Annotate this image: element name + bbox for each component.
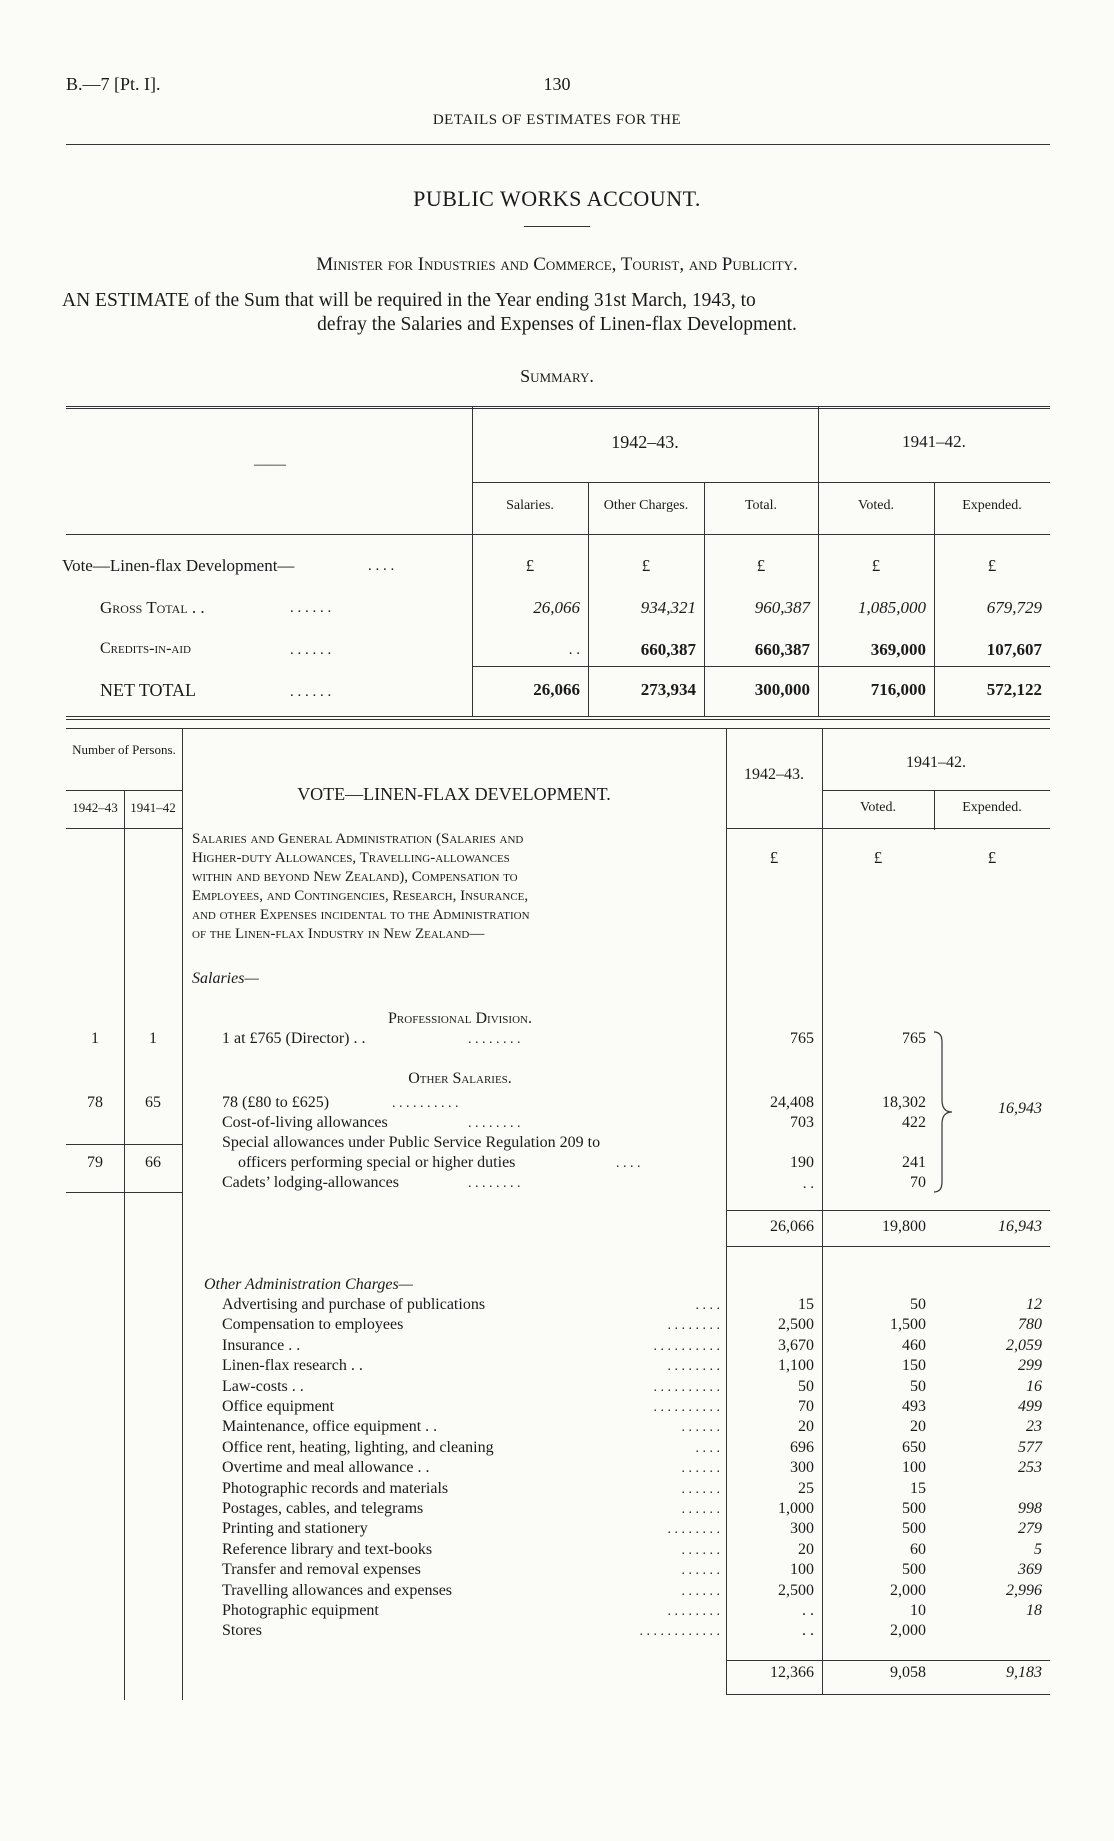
summary-gross-voted: 1,085,000 [858, 598, 926, 617]
charge-voted: 50 [910, 1296, 926, 1313]
salary-label: 1 at £765 (Director) . . [222, 1030, 366, 1047]
charge-label: Stores [222, 1622, 262, 1639]
summary-row-label: Credits-in-aid [100, 640, 191, 657]
persons-current: 79 [87, 1154, 103, 1171]
salary-current: 190 [790, 1154, 814, 1171]
charge-expended: 2,996 [1006, 1582, 1042, 1599]
charge-voted: 493 [902, 1398, 926, 1415]
summary-credits-salaries: . . [568, 642, 580, 658]
currency-sign: £ [871, 556, 881, 575]
charge-expended: 253 [1018, 1459, 1042, 1476]
charge-current: 1,100 [778, 1357, 814, 1374]
other-total-expended: 9,183 [1006, 1664, 1042, 1681]
leader-dots: . . . . . . . . [667, 1522, 720, 1537]
charge-expended: 2,059 [1006, 1337, 1042, 1354]
salary-voted: 422 [902, 1114, 926, 1131]
leader-dots: . . . . [695, 1441, 720, 1456]
charge-label: Office equipment [222, 1398, 335, 1415]
summary-heading: Summary. [520, 366, 594, 386]
charge-current: 20 [798, 1418, 814, 1435]
leader-dots: . . . . . . . . [667, 1359, 720, 1374]
persons-subheader-rule [66, 828, 182, 829]
description-line: within and beyond New Zealand), Compensation to [192, 869, 518, 885]
leader-dots: . . . . . . [290, 642, 332, 658]
charge-current: 25 [798, 1480, 814, 1497]
charge-expended: 279 [1018, 1520, 1042, 1537]
persons-sum-rule [66, 1144, 182, 1145]
other-total-bottom-rule [726, 1694, 1050, 1695]
charge-label: Maintenance, office equipment . . [222, 1418, 438, 1435]
salaries-heading: Salaries— [192, 970, 259, 987]
detail-col-group-prev: 1941–42. [906, 754, 966, 771]
charge-voted: 460 [902, 1337, 926, 1354]
charge-current: . . [802, 1602, 814, 1619]
detail-vline [124, 790, 125, 1700]
salary-label: officers performing special or higher duties [238, 1154, 516, 1171]
charge-voted: 500 [902, 1561, 926, 1578]
salaries-total-expended: 16,943 [998, 1218, 1042, 1235]
summary-gross-other: 934,321 [640, 598, 696, 617]
professional-heading: Professional Division. [388, 1010, 532, 1027]
charge-current: 2,500 [778, 1582, 814, 1599]
charge-expended: 5 [1034, 1541, 1042, 1558]
detail-vline [182, 728, 183, 1700]
leader-dots: . . . . . . . . [667, 1604, 720, 1619]
summary-col-voted: Voted. [858, 498, 894, 513]
salaries-total-rule [726, 1210, 1050, 1211]
other-total-current: 12,366 [770, 1664, 814, 1681]
charge-current: 300 [790, 1459, 814, 1476]
page-number: 130 [543, 74, 571, 94]
persons-prev: 65 [145, 1094, 161, 1111]
other-salaries-heading: Other Salaries. [408, 1070, 512, 1087]
leader-dots: . . . . . . [681, 1563, 720, 1578]
charge-label: Reference library and text-books [222, 1541, 433, 1558]
salaries-total-current: 26,066 [770, 1218, 814, 1235]
charge-expended: 577 [1018, 1439, 1042, 1456]
other-total-voted: 9,058 [890, 1664, 926, 1681]
salary-voted: 70 [910, 1174, 926, 1191]
summary-gross-salaries: 26,066 [533, 598, 580, 617]
charge-voted: 20 [910, 1418, 926, 1435]
summary-col-total: Total. [744, 498, 778, 513]
summary-col-salaries: Salaries. [506, 498, 554, 513]
charge-label: Linen-flax research . . [222, 1357, 363, 1374]
other-charges-heading: Other Administration Charges— [204, 1276, 413, 1293]
charge-voted: 2,000 [890, 1582, 926, 1599]
persons-header: Number of Persons. [72, 742, 176, 757]
detail-subheader-rule [822, 790, 1050, 791]
summary-gross-total: 960,387 [754, 598, 810, 617]
summary-net-other: 273,934 [640, 680, 696, 699]
persons-col-current: 1942–43 [72, 800, 118, 815]
leader-dots: . . . . . . [681, 1461, 720, 1476]
leader-dots: . . . . [368, 558, 395, 574]
summary-net-salaries: 26,066 [533, 680, 580, 699]
leader-dots: . . . . . . . . . . [653, 1339, 720, 1354]
charge-voted: 50 [910, 1378, 926, 1395]
charge-voted: 500 [902, 1520, 926, 1537]
charge-label: Travelling allowances and expenses [222, 1582, 453, 1599]
salary-current: 703 [790, 1114, 814, 1131]
description-line: of the Linen-flax Industry in New Zealand— [192, 926, 485, 942]
leader-dots: . . . . . . [681, 1584, 720, 1599]
document-title: PUBLIC WORKS ACCOUNT. [413, 186, 701, 211]
currency-sign: £ [873, 848, 883, 867]
leader-dots: . . . . . . [290, 684, 332, 700]
summary-bottom-rule [66, 716, 1050, 717]
leader-dots: . . . . . . . . [468, 1032, 521, 1047]
salary-label: Special allowances under Public Service Regulation 209 to [222, 1134, 601, 1151]
salaries-total-bottom-rule [726, 1246, 1050, 1247]
charge-label: Office rent, heating, lighting, and cleaning [222, 1439, 494, 1456]
salary-label: 78 (£80 to £625) [222, 1094, 330, 1111]
summary-row-label: Vote—Linen-flax Development— [62, 556, 295, 575]
charge-label: Postages, cables, and telegrams [222, 1500, 424, 1517]
charge-current: . . [802, 1622, 814, 1639]
currency-sign: £ [987, 848, 997, 867]
salaries-total-voted: 19,800 [882, 1218, 926, 1235]
detail-top-rule [66, 728, 1050, 729]
description-line: Higher-duty Allowances, Travelling-allowances [192, 850, 510, 866]
salary-current: 765 [790, 1030, 814, 1047]
summary-total-rule [472, 666, 1050, 667]
persons-col-prev: 1941–42 [130, 800, 176, 815]
charge-label: Overtime and meal allowance . . [222, 1459, 430, 1476]
charge-voted: 10 [910, 1602, 926, 1619]
leader-dots: . . . . [616, 1156, 641, 1171]
summary-gross-expended: 679,729 [986, 598, 1042, 617]
charge-current: 50 [798, 1378, 814, 1395]
leader-dots: . . . . . . . . . . . . [639, 1624, 720, 1639]
summary-top-rule [66, 406, 1050, 407]
charge-voted: 150 [902, 1357, 926, 1374]
salary-current: . . [802, 1176, 814, 1192]
charge-voted: 2,000 [890, 1622, 926, 1639]
charge-label: Compensation to employees [222, 1316, 404, 1333]
estimate-line-2: defray the Salaries and Expenses of Linen-flax Development. [317, 314, 797, 335]
charge-current: 100 [790, 1561, 814, 1578]
detail-col-expended: Expended. [962, 800, 1022, 815]
charge-current: 15 [798, 1296, 814, 1313]
charge-expended: 998 [1018, 1500, 1042, 1517]
summary-col-group-current: 1942–43. [611, 432, 679, 452]
estimate-line-1: AN ESTIMATE of the Sum that will be required in the Year ending 31st March, 1943, to [62, 290, 756, 311]
salary-voted: 241 [902, 1154, 926, 1171]
description-line: Employees, and Contingencies, Research, Insurance, [192, 888, 529, 904]
leader-dots: . . . . . . [681, 1543, 720, 1558]
vote-title: VOTE—LINEN-FLAX DEVELOPMENT. [297, 784, 611, 804]
charge-expended: 18 [1026, 1602, 1042, 1619]
persons-prev: 1 [149, 1030, 157, 1047]
header-rule [66, 144, 1050, 145]
summary-col-other-charges: Other Charges. [603, 498, 689, 513]
charge-expended: 299 [1018, 1357, 1042, 1374]
charge-label: Photographic equipment [222, 1602, 379, 1619]
charge-expended: 23 [1026, 1418, 1042, 1435]
leader-dots: . . . . . . . . [468, 1116, 521, 1131]
summary-net-expended: 572,122 [986, 680, 1042, 699]
charge-expended: 369 [1018, 1561, 1042, 1578]
charge-voted: 650 [902, 1439, 926, 1456]
currency-sign: £ [756, 556, 766, 575]
currency-sign: £ [641, 556, 651, 575]
charge-label: Law-costs . . [222, 1378, 304, 1395]
persons-current: 1 [91, 1030, 99, 1047]
charge-expended: 16 [1026, 1378, 1042, 1395]
charge-current: 70 [798, 1398, 814, 1415]
leader-dots: . . . . . . [681, 1502, 720, 1517]
summary-net-total: 300,000 [754, 680, 810, 699]
other-total-rule [726, 1660, 1050, 1661]
leader-dots: . . . . . . [681, 1482, 720, 1497]
page-subtitle: DETAILS OF ESTIMATES FOR THE [432, 112, 682, 128]
leader-dots: . . . . . . . . . . [653, 1380, 720, 1395]
detail-col-voted: Voted. [860, 800, 896, 815]
summary-bottom-rule-2 [66, 719, 1050, 720]
summary-net-voted: 716,000 [870, 680, 926, 699]
salary-voted: 765 [902, 1030, 926, 1047]
persons-prev: 66 [145, 1154, 161, 1171]
charge-current: 3,670 [778, 1337, 814, 1354]
persons-header-rule [66, 790, 182, 791]
summary-credits-expended: 107,607 [986, 640, 1042, 659]
document-reference: B.—7 [Pt. I]. [66, 74, 161, 94]
charge-expended: 499 [1018, 1398, 1042, 1415]
leader-dots: . . . . . . [290, 600, 332, 616]
charge-label: Transfer and removal expenses [222, 1561, 421, 1578]
charge-expended: 12 [1026, 1296, 1042, 1313]
charge-voted: 60 [910, 1541, 926, 1558]
vote-description [192, 830, 530, 944]
summary-col-group-prev: 1941–42. [902, 432, 966, 451]
summary-header-rule [66, 534, 1050, 535]
charge-current: 20 [798, 1541, 814, 1558]
charge-label: Advertising and purchase of publications [222, 1296, 486, 1313]
salaries-expended-bracket: 16,943 [998, 1100, 1042, 1117]
currency-sign: £ [769, 848, 779, 867]
currency-sign: £ [987, 556, 997, 575]
summary-credits-other: 660,387 [640, 640, 696, 659]
charge-voted: 100 [902, 1459, 926, 1476]
salary-current: 24,408 [770, 1094, 814, 1111]
leader-dots: . . . . . . [681, 1420, 720, 1435]
summary-top-rule-2 [66, 408, 1050, 409]
brace-icon [930, 1030, 960, 1194]
summary-credits-voted: 369,000 [870, 640, 926, 659]
leader-dots: . . . . . . . . [667, 1318, 720, 1333]
charge-voted: 500 [902, 1500, 926, 1517]
minister-line: Minister for Industries and Commerce, Tourist, and Publicity. [316, 254, 798, 275]
charge-label: Printing and stationery [222, 1520, 368, 1537]
detail-col-current: 1942–43. [744, 766, 804, 783]
summary-dash: —— [254, 456, 286, 473]
leader-dots: . . . . . . . . . . [653, 1400, 720, 1415]
detail-header-rule [726, 828, 1050, 829]
charge-current: 1,000 [778, 1500, 814, 1517]
description-line: and other Expenses incidental to the Administration [192, 907, 530, 923]
charge-voted: 15 [910, 1480, 926, 1497]
salary-label: Cadets’ lodging-allowances [222, 1174, 399, 1191]
summary-subheader-rule [472, 482, 1050, 483]
persons-total-rule [66, 1192, 182, 1193]
charge-expended: 780 [1018, 1316, 1042, 1333]
summary-credits-total: 660,387 [754, 640, 810, 659]
salary-label: Cost-of-living allowances [222, 1114, 388, 1131]
leader-dots: . . . . . . . . [468, 1176, 521, 1191]
summary-row-label: NET TOTAL [100, 680, 197, 700]
charge-current: 696 [790, 1439, 814, 1456]
leader-dots: . . . . . . . . . . [392, 1096, 459, 1111]
persons-current: 78 [87, 1094, 103, 1111]
title-rule [524, 226, 590, 227]
charge-voted: 1,500 [890, 1316, 926, 1333]
summary-col-expended: Expended. [962, 498, 1022, 513]
currency-sign: £ [525, 556, 535, 575]
charge-current: 300 [790, 1520, 814, 1537]
charge-label: Insurance . . [222, 1337, 301, 1354]
description-line: Salaries and General Administration (Salaries and [192, 831, 524, 847]
charge-current: 2,500 [778, 1316, 814, 1333]
leader-dots: . . . . [695, 1298, 720, 1313]
summary-row-label: Gross Total . . [100, 598, 205, 617]
charge-label: Photographic records and materials [222, 1480, 449, 1497]
salary-voted: 18,302 [882, 1094, 926, 1111]
